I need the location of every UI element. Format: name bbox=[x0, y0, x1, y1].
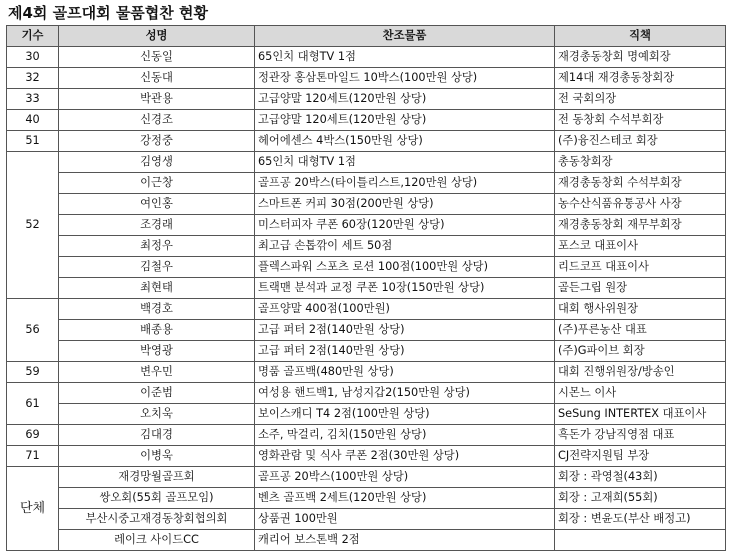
table-row bbox=[7, 362, 726, 383]
cell-position: (주)융진스테코 회장 bbox=[555, 131, 726, 152]
cell-item: 스마트폰 커피 30점(200만원 상당) bbox=[255, 194, 555, 215]
cell-position: (주)G파이브 회장 bbox=[555, 341, 726, 362]
table-row bbox=[7, 446, 726, 467]
cell-name: 백경호 bbox=[59, 299, 255, 320]
table-row bbox=[7, 152, 726, 173]
cell-gisu-group: 단체 bbox=[7, 467, 59, 551]
table-row bbox=[7, 425, 726, 446]
table-header-row bbox=[7, 26, 726, 47]
cell-item: 트랙맨 분석과 교정 쿠폰 10장(150만원 상당) bbox=[255, 278, 555, 299]
page-title: 제4회 골프대회 물품협찬 현황 bbox=[8, 4, 208, 22]
cell-name: 최정우 bbox=[59, 236, 255, 257]
cell-position: 총동창회장 bbox=[555, 152, 726, 173]
cell-item: 영화관람 및 식사 쿠폰 2점(30만원 상당) bbox=[255, 446, 555, 467]
cell-item: 골프공 20박스(100만원 상당) bbox=[255, 467, 555, 488]
cell-item: 캐리어 보스톤백 2점 bbox=[255, 530, 555, 551]
cell-name: 김철우 bbox=[59, 257, 255, 278]
cell-name: 재경망월골프회 bbox=[59, 467, 255, 488]
table-row bbox=[7, 47, 726, 68]
cell-name: 오치욱 bbox=[59, 404, 255, 425]
cell-position: CJ전략지원팀 부장 bbox=[555, 446, 726, 467]
table-row bbox=[7, 215, 726, 236]
table-row bbox=[7, 257, 726, 278]
header-name: 성명 bbox=[59, 26, 255, 47]
table-row bbox=[7, 110, 726, 131]
cell-position: 회장 : 변윤도(부산 배정고) bbox=[555, 509, 726, 530]
cell-position: SeSung INTERTEX 대표이사 bbox=[555, 404, 726, 425]
cell-position bbox=[555, 530, 726, 551]
cell-name: 박관용 bbox=[59, 89, 255, 110]
cell-name: 이근창 bbox=[59, 173, 255, 194]
cell-item: 최고급 손톱깎이 세트 50점 bbox=[255, 236, 555, 257]
cell-position: 회장 : 곽영철(43회) bbox=[555, 467, 726, 488]
cell-name: 변우민 bbox=[59, 362, 255, 383]
cell-item: 골프공 20박스(타이틀리스트,120만원 상당) bbox=[255, 173, 555, 194]
cell-item: 골프양말 400점(100만원) bbox=[255, 299, 555, 320]
cell-name: 레이크 사이드CC bbox=[59, 530, 255, 551]
cell-gisu: 71 bbox=[7, 446, 59, 467]
sponsorship-table bbox=[6, 25, 726, 551]
cell-gisu-group: 61 bbox=[7, 383, 59, 425]
cell-position: 재경총동창회 명예회장 bbox=[555, 47, 726, 68]
cell-gisu: 69 bbox=[7, 425, 59, 446]
header-gisu: 기수 bbox=[7, 26, 59, 47]
cell-gisu: 32 bbox=[7, 68, 59, 89]
cell-name: 김영생 bbox=[59, 152, 255, 173]
header-item: 찬조물품 bbox=[255, 26, 555, 47]
table-row bbox=[7, 530, 726, 551]
cell-name: 쌍오회(55회 골프모임) bbox=[59, 488, 255, 509]
table-row bbox=[7, 404, 726, 425]
cell-item: 정관장 홍삼톤마일드 10박스(100만원 상당) bbox=[255, 68, 555, 89]
table-row bbox=[7, 278, 726, 299]
cell-name: 부산시중고재경동창회협의회 bbox=[59, 509, 255, 530]
cell-item: 소주, 막걸리, 김치(150만원 상당) bbox=[255, 425, 555, 446]
cell-item: 명품 골프백(480만원 상당) bbox=[255, 362, 555, 383]
table-row bbox=[7, 488, 726, 509]
cell-item: 여성용 핸드백1, 남성지갑2(150만원 상당) bbox=[255, 383, 555, 404]
cell-name: 강정중 bbox=[59, 131, 255, 152]
cell-position: 흑돈가 강남직영점 대표 bbox=[555, 425, 726, 446]
cell-position: 재경총동창회 재무부회장 bbox=[555, 215, 726, 236]
cell-gisu: 51 bbox=[7, 131, 59, 152]
cell-item: 벤츠 골프백 2세트(120만원 상당) bbox=[255, 488, 555, 509]
cell-name: 이준범 bbox=[59, 383, 255, 404]
cell-position: 재경총동창회 수석부회장 bbox=[555, 173, 726, 194]
table-row bbox=[7, 299, 726, 320]
table-row bbox=[7, 509, 726, 530]
table-row bbox=[7, 89, 726, 110]
cell-position: 대회 행사위원장 bbox=[555, 299, 726, 320]
cell-name: 신경조 bbox=[59, 110, 255, 131]
cell-gisu-group: 56 bbox=[7, 299, 59, 362]
cell-name: 배종용 bbox=[59, 320, 255, 341]
cell-name: 신동대 bbox=[59, 68, 255, 89]
cell-name: 신동일 bbox=[59, 47, 255, 68]
table-row bbox=[7, 320, 726, 341]
header-position: 직책 bbox=[555, 26, 726, 47]
table-row bbox=[7, 383, 726, 404]
cell-name: 최현태 bbox=[59, 278, 255, 299]
cell-position: 골든그립 원장 bbox=[555, 278, 726, 299]
cell-item: 헤어에센스 4박스(150만원 상당) bbox=[255, 131, 555, 152]
cell-position: 시몬느 이사 bbox=[555, 383, 726, 404]
cell-item: 보이스캐디 T4 2점(100만원 상당) bbox=[255, 404, 555, 425]
cell-position: 대회 진행위원장/방송인 bbox=[555, 362, 726, 383]
cell-item: 고급양말 120세트(120만원 상당) bbox=[255, 110, 555, 131]
cell-position: (주)푸른농산 대표 bbox=[555, 320, 726, 341]
cell-name: 김대경 bbox=[59, 425, 255, 446]
cell-item: 고급양말 120세트(120만원 상당) bbox=[255, 89, 555, 110]
cell-item: 65인치 대형TV 1점 bbox=[255, 47, 555, 68]
cell-item: 고급 퍼터 2점(140만원 상당) bbox=[255, 320, 555, 341]
cell-name: 조경래 bbox=[59, 215, 255, 236]
cell-position: 제14대 재경총동창회장 bbox=[555, 68, 726, 89]
table-row bbox=[7, 68, 726, 89]
cell-position: 리드코프 대표이사 bbox=[555, 257, 726, 278]
cell-position: 회장 : 고재희(55회) bbox=[555, 488, 726, 509]
cell-name: 이병욱 bbox=[59, 446, 255, 467]
cell-item: 65인치 대형TV 1점 bbox=[255, 152, 555, 173]
table-row bbox=[7, 131, 726, 152]
table-row bbox=[7, 173, 726, 194]
table-row bbox=[7, 194, 726, 215]
cell-item: 미스터피자 쿠폰 60장(120만원 상당) bbox=[255, 215, 555, 236]
cell-gisu: 30 bbox=[7, 47, 59, 68]
cell-name: 박영광 bbox=[59, 341, 255, 362]
cell-position: 농수산식품유통공사 사장 bbox=[555, 194, 726, 215]
cell-gisu: 59 bbox=[7, 362, 59, 383]
table-row bbox=[7, 236, 726, 257]
cell-position: 전 국회의장 bbox=[555, 89, 726, 110]
cell-item: 고급 퍼터 2점(140만원 상당) bbox=[255, 341, 555, 362]
table-row bbox=[7, 467, 726, 488]
table-row bbox=[7, 341, 726, 362]
cell-gisu: 40 bbox=[7, 110, 59, 131]
cell-gisu: 33 bbox=[7, 89, 59, 110]
cell-position: 전 동창회 수석부회장 bbox=[555, 110, 726, 131]
cell-item: 상품권 100만원 bbox=[255, 509, 555, 530]
cell-item: 플렉스파워 스포츠 로션 100점(100만원 상당) bbox=[255, 257, 555, 278]
cell-gisu-group: 52 bbox=[7, 152, 59, 299]
cell-name: 여인홍 bbox=[59, 194, 255, 215]
cell-position: 포스코 대표이사 bbox=[555, 236, 726, 257]
